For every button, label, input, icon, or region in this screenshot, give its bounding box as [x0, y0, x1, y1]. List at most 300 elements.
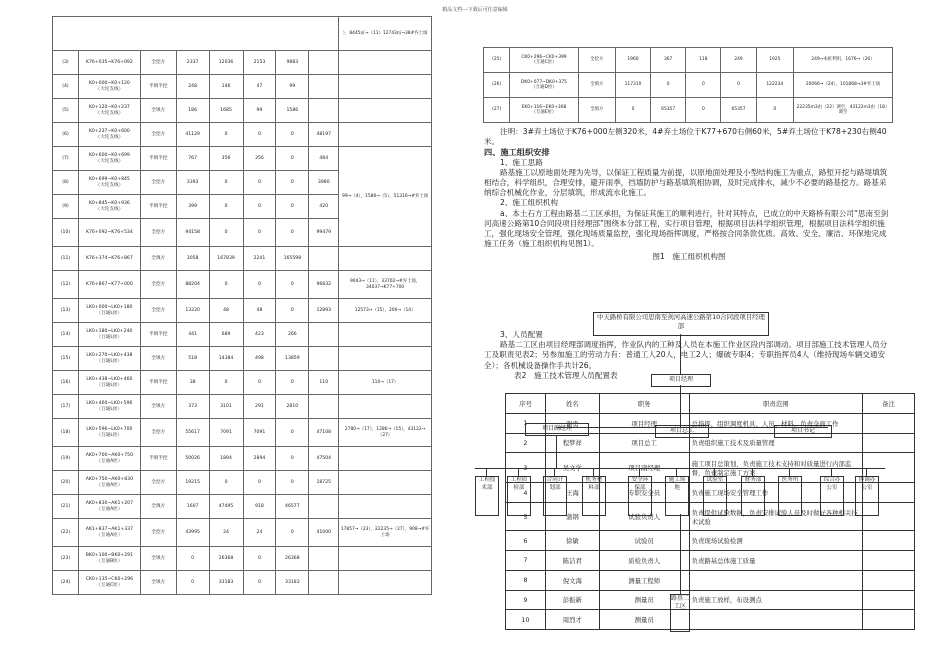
org-dept-box: 试验室 — [703, 476, 727, 516]
cell-note — [339, 447, 432, 471]
cell-v5 — [309, 247, 339, 271]
cell-n: (23) — [53, 547, 79, 571]
cell-v5: 99479 — [309, 219, 339, 247]
table-row — [506, 531, 915, 551]
cell-pile: K0+845~K0+936 （大坨支线） — [78, 195, 140, 219]
cell-pile: AK1+837~AK1+337 （互通A匝） — [78, 519, 140, 547]
cell-no: 1 — [506, 413, 546, 433]
cell-v3: 0 — [243, 571, 276, 595]
cell-v1: 0 — [615, 98, 650, 123]
cell-v1: 19215 — [176, 471, 209, 495]
cell-v1: 1607 — [176, 495, 209, 519]
cell-v2: 0 — [209, 171, 243, 195]
cell-v4: 99 — [276, 75, 309, 99]
cell-duty — [689, 610, 863, 630]
cell-name: 程梦祥 — [545, 433, 599, 453]
cell-v3: 356 — [243, 147, 276, 171]
cell-pile: DK0+077~DK0+375 （互通D匝） — [510, 73, 578, 98]
cell-v1: 50026 — [176, 447, 209, 471]
cell-v3: 918 — [243, 495, 276, 519]
cell-pile: K0+600~K0+699 （大坨支线） — [78, 147, 140, 171]
cell-v5: 3980 — [309, 171, 339, 195]
earthwork-table-right — [483, 47, 893, 123]
subheading-3: 3、人员配置 — [500, 330, 543, 339]
cell-pile: LK0+596~LK0+700 （互通L匝） — [78, 419, 140, 447]
paragraph-1: 路基施工以原地面处理为先导，以保证工程质量为前提，以原地面处理及小型结构施工为重点，路堑开挖与路堤填筑相结合，科学组织，合理安排，避开雨季，挡墙防护与路基填筑相协调，及时完成排水，减少不必要的路基挖方。路基采纳综合机械化作业，分层填筑，形成流水化施工。 — [484, 167, 888, 198]
cell-note — [339, 547, 432, 571]
cell-v4: 0 — [276, 219, 309, 247]
table-row — [53, 371, 432, 395]
cell-v3: 498 — [243, 347, 276, 371]
cell-n: (11) — [53, 247, 79, 271]
column-header: 序号 — [506, 394, 546, 414]
table-row — [506, 550, 915, 570]
cell-v3: 0 — [243, 195, 276, 219]
table-row — [53, 471, 432, 495]
cell-type: 全挖方 — [578, 48, 615, 73]
org-zone-box: 路基二工区 — [670, 594, 690, 632]
cell-v5 — [309, 547, 339, 571]
cell-pile: LK0+460~LK0+596 （互通L匝） — [78, 395, 140, 419]
cell-v2: 367 — [651, 48, 686, 73]
cell-remark — [863, 590, 915, 610]
table-row — [53, 247, 432, 271]
cell-v3: 0 — [243, 271, 276, 299]
table-row — [53, 75, 432, 99]
cell-pile: K76+374~K76+867 — [78, 247, 140, 271]
cell-pile: CK0+135~CK0+296 （互通C匝） — [78, 571, 140, 595]
cell-v4: 249 — [721, 48, 756, 73]
cell-v2: 47495 — [209, 495, 243, 519]
cell-name: 蒲钢 — [545, 503, 599, 531]
cell-n: (5) — [53, 99, 79, 123]
cell-pile: K76+035~K76+092 — [78, 51, 140, 75]
cell-v2: 14384 — [209, 347, 243, 371]
cell-type: 全挖方 — [140, 419, 176, 447]
cell-v4: 266 — [276, 323, 309, 347]
cell-v2: 1685 — [209, 99, 243, 123]
cell-post: 项目总工 — [599, 433, 689, 453]
cell-post: 项目经理 — [599, 413, 689, 433]
cell-v3: 0 — [686, 98, 721, 123]
cell-note: 249→本桩利用，1676→（26） — [793, 48, 892, 73]
cell-duty — [689, 570, 863, 590]
cell-v5 — [309, 571, 339, 595]
cell-v5: 18725 — [309, 471, 339, 495]
cell-n: (12) — [53, 271, 79, 299]
cell-v5: 47504 — [309, 447, 339, 471]
org-top-box: 中天路桥有限公司思南至剑河高速公路第10合同段项目经理部 — [593, 312, 769, 336]
cell-v3: 99 — [243, 99, 276, 123]
cell-note — [339, 75, 432, 99]
cell-no: 4 — [506, 483, 546, 503]
cell-n: (18) — [53, 419, 79, 447]
cell-v3: 2153 — [243, 51, 276, 75]
cell-pile: K76+867~K77+000 — [78, 271, 140, 299]
cell-v5: 48197 — [309, 123, 339, 147]
cell-remark — [863, 610, 915, 630]
table-row — [484, 73, 893, 98]
table-row — [53, 147, 432, 171]
top-note-cell: ），8445㎥→（11）12743㎥→38#弃土场 — [339, 17, 432, 51]
cell-v5: 1925 — [756, 48, 793, 73]
cell-v5: 12893 — [309, 299, 339, 323]
cell-v1: 43995 — [176, 519, 209, 547]
column-header: 职务 — [599, 394, 689, 414]
cell-pile: K0+237~K0+600 （大坨支线） — [78, 123, 140, 147]
cell-duty: 负责施工现场安全管理工作 — [689, 483, 863, 503]
cell-v4: 65357 — [721, 98, 756, 123]
cell-n: (7) — [53, 147, 79, 171]
table-row — [53, 547, 432, 571]
cell-note: 2780→（17），1286→（15），43122→（27） — [339, 419, 432, 447]
cell-name: 王海 — [545, 483, 599, 503]
cell-v2: 167839 — [209, 247, 243, 271]
cell-post: 测量员 — [599, 610, 689, 630]
cell-pile: CK0+296~CK0+399 （互通C匝） — [510, 48, 578, 73]
cell-note — [339, 51, 432, 75]
table-row — [506, 570, 915, 590]
cell-n: (24) — [53, 571, 79, 595]
page-header: 精品文档---下载后可任意编辑 — [442, 7, 508, 13]
table-row — [53, 323, 432, 347]
cell-type: 半填半挖 — [140, 147, 176, 171]
cell-name: 周烈才 — [545, 610, 599, 630]
cell-v4: 0 — [276, 147, 309, 171]
cell-no: 7 — [506, 550, 546, 570]
cell-v1: 94158 — [176, 219, 209, 247]
cell-note: 9043→（11），33702→#弃土场，34037→K77+700 — [339, 271, 432, 299]
cell-pile: LK0+438~LK0+460 （互通L匝） — [78, 371, 140, 395]
cell-v5: 41000 — [309, 519, 339, 547]
cell-type: 全挖方 — [140, 51, 176, 75]
cell-v1: 0 — [176, 571, 209, 595]
table-row — [53, 99, 432, 123]
org-dept-box: 财务部 — [741, 476, 765, 516]
cell-v5: 0 — [756, 98, 793, 123]
cell-post: 质检负责人 — [599, 550, 689, 570]
cell-v5: 420 — [309, 195, 339, 219]
cell-v2: 7091 — [209, 419, 243, 447]
cell-v2: 48 — [209, 299, 243, 323]
cell-no: 6 — [506, 531, 546, 551]
cell-v4: 1586 — [276, 99, 309, 123]
cell-n: (20) — [53, 471, 79, 495]
subheading-2: 2、施工组织机构 — [500, 198, 558, 208]
cell-pile: LK0+180~LK0+240 （互通L匝） — [78, 323, 140, 347]
cell-v3: 0 — [686, 73, 721, 98]
cell-no: 9 — [506, 590, 546, 610]
cell-v5: 122234 — [756, 73, 793, 98]
cell-v5: 484 — [309, 147, 339, 171]
cell-v1: 41129 — [176, 123, 209, 147]
table-row — [484, 48, 893, 73]
cell-v1: 3058 — [176, 247, 209, 271]
section-text — [484, 127, 894, 263]
cell-v2: 3101 — [209, 395, 243, 419]
cell-post: 试验员 — [599, 531, 689, 551]
column-header: 姓名 — [545, 394, 599, 414]
cell-type: 全填方 — [140, 547, 176, 571]
cell-name: 陈洁君 — [545, 550, 599, 570]
cell-name: 彭振新 — [545, 590, 599, 610]
cell-v4: 13859 — [276, 347, 309, 371]
cell-v1: 1960 — [615, 48, 650, 73]
cell-n: (21) — [53, 495, 79, 519]
cell-v1: 0 — [176, 547, 209, 571]
table-row — [53, 123, 432, 147]
cell-v4: 0 — [276, 171, 309, 195]
cell-v5 — [309, 495, 339, 519]
cell-duty: 负责提供试验数据，负责安排试验人员及时做好各种相关技术试验 — [689, 503, 863, 531]
cell-no: 2 — [506, 433, 546, 453]
cell-v1: 186 — [176, 99, 209, 123]
cell-v5: 110 — [309, 371, 339, 395]
cell-remark — [863, 550, 915, 570]
cell-v1: 441 — [176, 323, 209, 347]
cell-remark — [863, 433, 915, 453]
cell-type: 全填方 — [140, 395, 176, 419]
cell-v4: 0 — [276, 123, 309, 147]
cell-v1: 373 — [176, 395, 209, 419]
cell-v1: 88204 — [176, 271, 209, 299]
cell-type: 半填半挖 — [140, 323, 176, 347]
cell-v3: 0 — [243, 371, 276, 395]
table-row — [484, 98, 893, 123]
cell-type: 全挖方 — [140, 299, 176, 323]
cell-v2: 0 — [209, 371, 243, 395]
table-row — [53, 395, 432, 419]
org-dept-box: 医务所 — [778, 476, 802, 516]
table-row — [53, 519, 432, 547]
cell-n: (6) — [53, 123, 79, 147]
cell-n: (17) — [53, 395, 79, 419]
cell-duty: 总指挥，组织调度机具、人员、材料，负责全面工作 — [689, 413, 863, 433]
cell-v4: 26368 — [276, 547, 309, 571]
org-dept-box: 协调办公室 — [855, 476, 879, 516]
cell-v1: 2337 — [176, 51, 209, 75]
cell-duty: 负责路基总体施工质量 — [689, 550, 863, 570]
org-exec-manager-box: 项目副经理 — [525, 423, 589, 436]
cell-v2: 0 — [209, 195, 243, 219]
cell-pile: EK0+116~EK0+368 （互通E匝） — [510, 98, 578, 123]
cell-v1: 248 — [176, 75, 209, 99]
cell-v4: 0 — [276, 299, 309, 323]
cell-pile: AK0+700~AK0+750 （互通A匝） — [78, 447, 140, 471]
cell-post: 测量员 — [599, 590, 689, 610]
cell-v4: 9883 — [276, 51, 309, 75]
table-header-row — [506, 394, 915, 414]
org-dept-box: 安全环保部 — [628, 476, 652, 516]
cell-note — [339, 471, 432, 495]
subheading-1: 1、施工思路 — [500, 157, 543, 167]
cell-v4: 0 — [721, 73, 756, 98]
cell-type: 全挖方 — [140, 471, 176, 495]
cell-type: 全填方 — [578, 98, 615, 123]
cell-name: 徐敏 — [545, 531, 599, 551]
cell-v1: 55617 — [176, 419, 209, 447]
cell-note — [339, 571, 432, 595]
cell-note — [339, 99, 432, 123]
cell-v3: 423 — [243, 323, 276, 347]
cell-type: 全挖方 — [140, 271, 176, 299]
org-dept-box: 施工场地 — [665, 476, 689, 516]
table-row — [53, 419, 432, 447]
cell-v5 — [309, 51, 339, 75]
cell-note — [339, 347, 432, 371]
cell-v4: 0 — [276, 371, 309, 395]
org-dept-box: 工程质检部 — [507, 476, 531, 516]
table-row — [53, 299, 432, 323]
cell-duty: 负责施工放样，布设测点 — [689, 590, 863, 610]
cell-v4: 2810 — [276, 395, 309, 419]
cell-v2: 0 — [209, 271, 243, 299]
cell-n: (25) — [484, 48, 510, 73]
cell-v5 — [309, 323, 339, 347]
cell-v1: 3393 — [176, 171, 209, 195]
cell-n: (16) — [53, 371, 79, 395]
cell-v4: 0 — [276, 447, 309, 471]
cell-name: 倪文海 — [545, 570, 599, 590]
cell-duty: 施工项目总策划，负责施工技术支持和对质量进行内部监督，负责制定施工方案 — [689, 453, 863, 483]
cell-note — [339, 123, 432, 147]
paragraph-3: 路基二工区由项目经理部调度指挥，作业队内的工种及人员在本施工作业区段内部调动。项目部施工技术管理人员分工及职责见表2；另参加施工的劳动力有：普通工人20人，电工2人；爆破专职4；专职指挥员4人（维持现场车辆交通安全）；各机械设备操作手共计26。 — [484, 340, 888, 370]
earthwork-table-left — [52, 16, 432, 595]
cell-n: (27) — [484, 98, 510, 123]
org-secretary-box: 项目书记 — [774, 425, 832, 438]
cell-type: 全挖方 — [140, 219, 176, 247]
cell-v5 — [309, 347, 339, 371]
cell-n: (14) — [53, 323, 79, 347]
table-row — [53, 571, 432, 595]
table-row — [506, 610, 915, 630]
cell-pile: K76+092~K76+534 — [78, 219, 140, 247]
cell-type: 全填方 — [140, 99, 176, 123]
dump-site-note: 注明：3#弃土场位于K76+000左侧320米，4#弃土场位于K77+670右侧60米，5#弃土场位于K78+230右侧40米。 — [484, 127, 887, 147]
table-row — [53, 447, 432, 471]
org-dept-box: 机务材料部 — [582, 476, 606, 516]
cell-pile: K0+120~K0+237 （大坨支线） — [78, 99, 140, 123]
cell-v3: 291 — [243, 395, 276, 419]
table-row — [506, 590, 915, 610]
cell-no: 5 — [506, 503, 546, 531]
cell-v3: 0 — [243, 547, 276, 571]
cell-v1: 518 — [176, 347, 209, 371]
cell-v3: 0 — [243, 123, 276, 147]
cell-pile: LK0+270~LK0+438 （互通L匝） — [78, 347, 140, 371]
cell-v4: 0 — [276, 271, 309, 299]
cell-note — [339, 395, 432, 419]
cell-note: 22235m3由（22）调至，43122m3由（18）调至 — [793, 98, 892, 123]
cell-v3: 2241 — [243, 247, 276, 271]
cell-v2: 1894 — [209, 447, 243, 471]
cell-type: 半填半挖 — [140, 447, 176, 471]
cell-v3: 7091 — [243, 419, 276, 447]
table-row — [53, 495, 432, 519]
cell-type: 全挖方 — [140, 171, 176, 195]
cell-type: 全挖方 — [140, 519, 176, 547]
cell-n: (15) — [53, 347, 79, 371]
cell-v5 — [309, 75, 339, 99]
cell-v5 — [309, 99, 339, 123]
cell-v5: 47108 — [309, 419, 339, 447]
cell-remark — [863, 570, 915, 590]
cell-n: (8) — [53, 171, 79, 195]
cell-v3: 0 — [243, 471, 276, 495]
cell-v4: 46577 — [276, 495, 309, 519]
cell-note: 20066→（24），101868→3#弃土场 — [793, 73, 892, 98]
table-row — [53, 271, 432, 299]
cell-v2: 26368 — [209, 547, 243, 571]
cell-type: 全填方 — [140, 495, 176, 519]
cell-note: 12573→（15），206→（14） — [339, 299, 432, 323]
cell-pile: BK0+100~BK0+291 （互通B匝） — [78, 547, 140, 571]
cell-type: 全填方 — [578, 73, 615, 98]
cell-v2: 146 — [209, 75, 243, 99]
cell-name: 吴文学 — [545, 453, 599, 483]
paragraph-2: a、本土石方工程由路基二工区承担，为保证其施工的顺利进行，针对其特点，已成立的中天路桥有限公司“思南至剑河高速公路第10合同段项目经理部”围绕本分部工程，实行项目管理，根据项目法科学组织管理，根据项目法科学组织施工，强化现场安全管理，强化现场质量监控，强化现场指挥调度，严格按合同条款优质、高效、安全、廉洁、环保地完成施工任务（施工组织机构见图1）。 — [484, 208, 889, 249]
cell-note — [339, 323, 432, 347]
cell-v2: 12036 — [209, 51, 243, 75]
cell-n: (3) — [53, 51, 79, 75]
cell-v1: 767 — [176, 147, 209, 171]
cell-type: 全挖方 — [140, 123, 176, 147]
cell-type: 半填半挖 — [140, 195, 176, 219]
cell-duty: 负责现场试验检测 — [689, 531, 863, 551]
cell-name: 谢勇 — [545, 413, 599, 433]
cell-type: 全填方 — [140, 247, 176, 271]
figure-caption: 图1 施工组织机构图 — [652, 252, 726, 262]
column-header: 职责范围 — [689, 394, 863, 414]
cell-n: (22) — [53, 519, 79, 547]
cell-no: 10 — [506, 610, 546, 630]
table-row — [506, 433, 915, 453]
org-dept-box: 综合办公室 — [820, 476, 844, 516]
cell-v2: 0 — [209, 123, 243, 147]
cell-v3: 118 — [686, 48, 721, 73]
cell-v2: 65357 — [651, 98, 686, 123]
org-dept-box: 工程技术部 — [475, 476, 499, 516]
cell-pile: LK0+000~LK0+180 （互通L匝） — [78, 299, 140, 323]
cell-v2: 33183 — [209, 571, 243, 595]
cell-n: (9) — [53, 195, 79, 219]
cell-v3: 0 — [243, 219, 276, 247]
table-caption: 表2 施工技术管理人员配置表 — [514, 370, 618, 380]
cell-note — [339, 495, 432, 519]
cell-n: (19) — [53, 447, 79, 471]
cell-v3: 0 — [243, 171, 276, 195]
cell-v2: 356 — [209, 147, 243, 171]
cell-n: (26) — [484, 73, 510, 98]
column-header: 备注 — [863, 394, 915, 414]
cell-v3: 2894 — [243, 447, 276, 471]
cell-v5 — [309, 395, 339, 419]
cell-type: 半填半挖 — [140, 75, 176, 99]
cell-v4: 0 — [276, 471, 309, 495]
cell-n: (10) — [53, 219, 79, 247]
cell-no: 3 — [506, 453, 546, 483]
cell-remark — [863, 531, 915, 551]
cell-v5: 96832 — [309, 271, 339, 299]
table-row — [53, 347, 432, 371]
cell-v3: 47 — [243, 75, 276, 99]
cell-pile: K0+699~K0+845 （大坨支线） — [78, 171, 140, 195]
org-manager-box: 项目经理 — [651, 374, 711, 387]
cell-note — [339, 247, 432, 271]
cell-type: 全填方 — [140, 347, 176, 371]
cell-n: (4) — [53, 75, 79, 99]
cell-duty: 负责组织施工技术及质量管理 — [689, 433, 863, 453]
